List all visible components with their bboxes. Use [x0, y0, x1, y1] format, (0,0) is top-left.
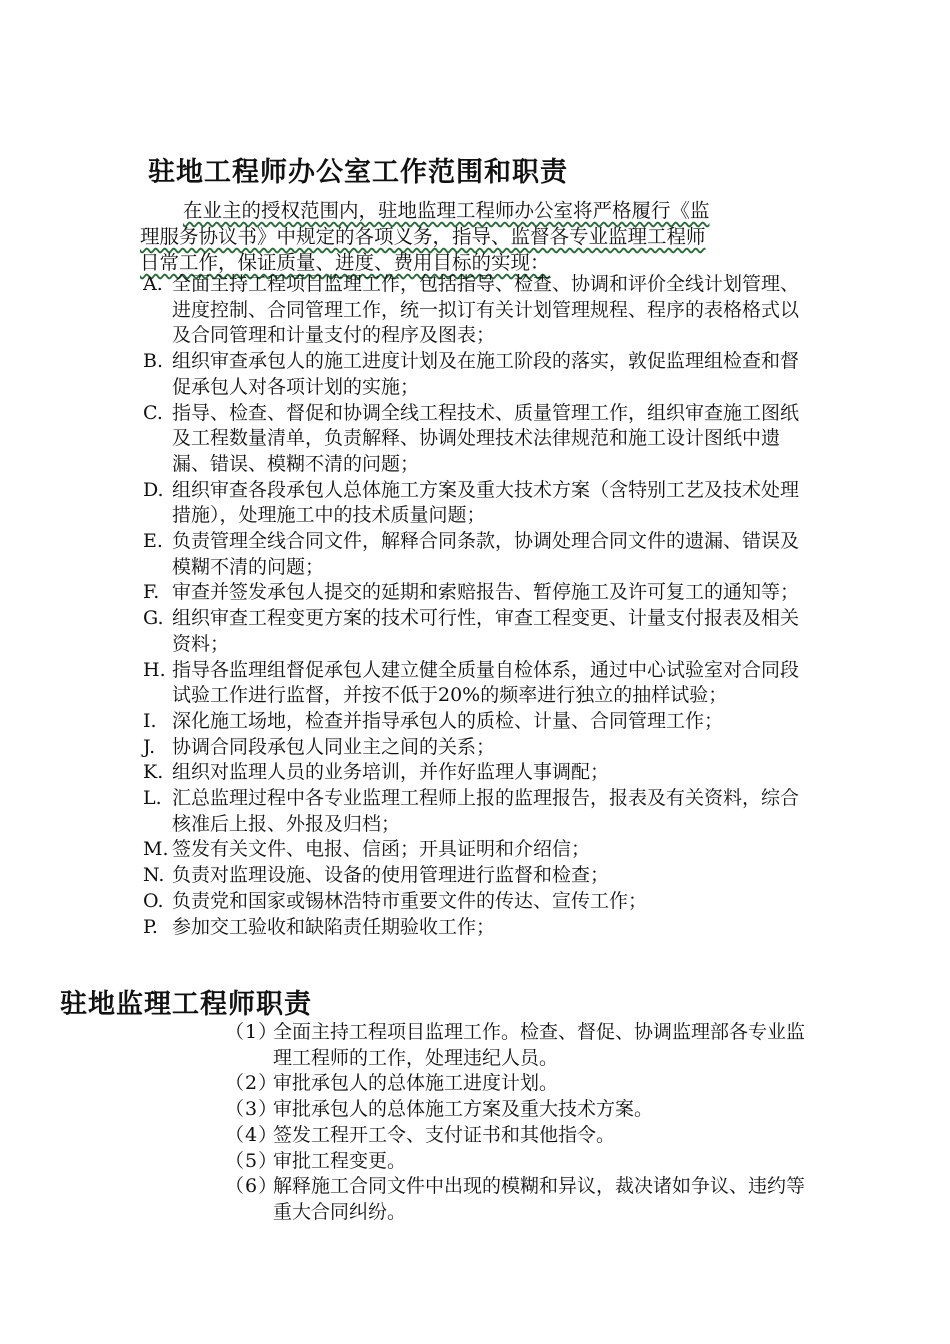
- list-item: [143, 349, 813, 400]
- list-item: [225, 1123, 810, 1149]
- item-label: （3）: [225, 1098, 279, 1121]
- list-item: [143, 915, 813, 941]
- item-text: 审查并签发承包人提交的延期和索赔报告、暂停施工及许可复工的通知等；: [172, 581, 800, 604]
- item-label: （6）: [225, 1175, 279, 1198]
- intro-paragraph: [140, 198, 810, 276]
- item-text: 协调合同段承包人同业主之间的关系；: [172, 735, 496, 758]
- intro-line: 日常工作，保证质量、进度、费用目标的实现：: [140, 251, 550, 274]
- list-item: [143, 863, 813, 889]
- section-title-resident-engineer-duties: 驻地监理工程师职责: [60, 989, 312, 1020]
- item-text: 深化施工场地，检查并指导承包人的质检、计量、合同管理工作；: [172, 709, 724, 732]
- item-text: 组织审查工程变更方案的技术可行性，审查工程变更、计量支付报表及相关资料；: [172, 607, 800, 655]
- item-text: 审批工程变更。: [273, 1149, 407, 1172]
- item-text: 解释施工合同文件中出现的模糊和异议，裁决诸如争议、违约等重大合同纠纷。: [273, 1175, 806, 1223]
- item-text: 全面主持工程项目监理工作。检查、督促、协调监理部各专业监理工程师的工作，处理违纪人员。: [273, 1021, 806, 1069]
- item-text: 负责党和国家或锡林浩特市重要文件的传达、宣传工作；: [172, 889, 648, 912]
- office-duties-list: [143, 272, 813, 940]
- list-item: [143, 735, 813, 761]
- section-title-office-scope: 驻地工程师办公室工作范围和职责: [148, 157, 568, 188]
- item-label: C.: [143, 401, 163, 424]
- item-text: 指导各监理组督促承包人建立健全质量自检体系，通过中心试验室对合同段试验工作进行监督，并按不低于20%的频率进行独立的抽样试验；: [172, 658, 800, 707]
- item-text: 组织审查各段承包人总体施工方案及重大技术方案（含特别工艺及技术处理措施），处理施工中的技术质量问题；: [172, 478, 800, 527]
- intro-line: 在业主的授权范围内，驻地监理工程师办公室将严格履行《监: [183, 199, 710, 222]
- list-item: [143, 786, 813, 837]
- list-item: [225, 1149, 810, 1175]
- item-text: 组织审查承包人的施工进度计划及在施工阶段的落实，敦促监理组检查和督促承包人对各项计划的实施；: [172, 350, 800, 398]
- list-item: [143, 837, 813, 863]
- item-label: F.: [143, 581, 160, 604]
- list-item: [225, 1174, 810, 1225]
- list-item: [225, 1020, 810, 1071]
- item-text: 签发有关文件、电报、信函；开具证明和介绍信；: [172, 838, 591, 861]
- list-item: [143, 529, 813, 580]
- item-label: N.: [143, 864, 165, 887]
- list-item: [143, 889, 813, 915]
- item-label: K.: [143, 761, 164, 784]
- item-text: 指导、检查、督促和协调全线工程技术、质量管理工作，组织审查施工图纸及工程数量清单，负责解释、协调处理技术法律规范和施工设计图纸中遗漏、错误、模糊不清的问题；: [172, 401, 800, 475]
- item-label: （5）: [225, 1149, 279, 1172]
- item-text: 签发工程开工令、支付证书和其他指令。: [273, 1123, 616, 1146]
- item-label: E.: [143, 530, 163, 553]
- item-label: （2）: [225, 1072, 279, 1095]
- list-item: [143, 580, 813, 606]
- item-label: O.: [143, 889, 164, 912]
- list-item: [143, 401, 813, 478]
- item-label: H.: [143, 658, 166, 681]
- item-text: 汇总监理过程中各专业监理工程师上报的监理报告，报表及有关资料，综合核准后上报、外报及归档；: [172, 787, 800, 835]
- list-item: [143, 658, 813, 709]
- item-label: L.: [143, 787, 162, 810]
- item-label: （4）: [225, 1123, 279, 1146]
- list-item: [143, 478, 813, 529]
- item-text: 负责管理全线合同文件，解释合同条款，协调处理合同文件的遗漏、错误及模糊不清的问题；: [172, 530, 800, 578]
- item-label: D.: [143, 478, 164, 501]
- engineer-duties-list: [225, 1020, 810, 1226]
- item-text: 全面主持工程项目监理工作，包括指导、检查、协调和评价全线计划管理、进度控制、合同管理工作，统一拟订有关计划管理规程、程序的表格格式以及合同管理和计量支付的程序及图表；: [172, 273, 800, 347]
- list-item: [143, 760, 813, 786]
- item-label: A.: [143, 273, 163, 295]
- item-label: G.: [143, 607, 164, 630]
- list-item: [143, 709, 813, 735]
- item-label: I.: [143, 709, 157, 732]
- item-text: 组织对监理人员的业务培训，并作好监理人事调配；: [172, 761, 610, 784]
- intro-line: 理服务协议书》中规定的各项义务，指导、监督各专业监理工程师: [140, 225, 706, 248]
- list-item: [143, 272, 813, 349]
- item-text: 审批承包人的总体施工进度计划。: [273, 1072, 559, 1095]
- item-label: M.: [143, 838, 169, 861]
- item-text: 负责对监理设施、设备的使用管理进行监督和检查；: [172, 864, 610, 887]
- item-label: J.: [143, 735, 156, 758]
- item-label: （1）: [225, 1021, 279, 1043]
- item-label: B.: [143, 350, 164, 373]
- item-label: P.: [143, 915, 158, 938]
- item-text: 参加交工验收和缺陷责任期验收工作；: [172, 915, 496, 938]
- item-text: 审批承包人的总体施工方案及重大技术方案。: [273, 1098, 654, 1121]
- list-item: [143, 606, 813, 657]
- list-item: [225, 1097, 810, 1123]
- list-item: [225, 1071, 810, 1097]
